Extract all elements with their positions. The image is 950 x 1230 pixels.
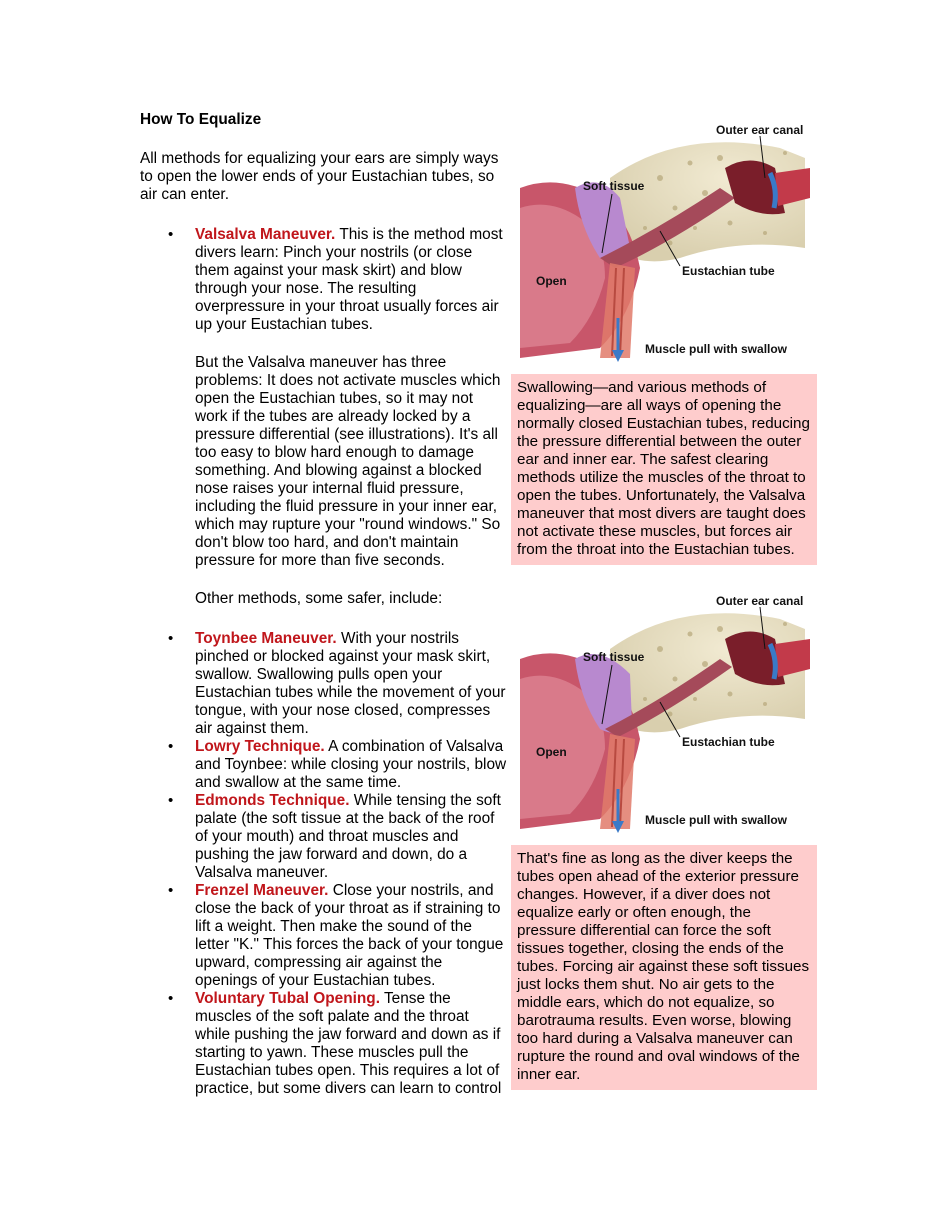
label-soft-tissue: Soft tissue xyxy=(583,650,645,664)
label-outer-ear-canal: Outer ear canal xyxy=(716,123,804,137)
desc-edmonds: While tensing the soft palate (the soft tissue at the back of the roof of your mouth) and throat muscles and pushing the jaw forward and down, do a Valsalva maneuver. xyxy=(195,792,501,881)
label-soft-tissue: Soft tissue xyxy=(583,179,645,193)
intro-paragraph: All methods for equalizing your ears are simply ways to open the lower ends of your Eustachian tubes, so air can enter. xyxy=(140,150,499,203)
list-item-edmonds xyxy=(140,792,508,882)
term-valsalva: Valsalva Maneuver. xyxy=(195,226,336,243)
page-title: How To Equalize xyxy=(140,111,262,128)
article-column xyxy=(140,111,508,1098)
label-outer-ear-canal: Outer ear canal xyxy=(716,594,804,608)
list-item-frenzel xyxy=(140,882,508,990)
caption-1: Swallowing—and various methods of equalizing—are all ways of opening the normally closed Eustachian tubes, reducing the pressure differential between the outer ear and inner ear. The safest clearing methods utilize the muscles of the throat to open the tubes. Unfortunately, the Valsalva maneuver that most divers are taught does not activate these muscles, but forces air from the throat into the Eustachian tubes. xyxy=(511,374,817,565)
ear-illustration-2 xyxy=(520,589,810,837)
term-edmonds: Edmonds Technique. xyxy=(195,792,350,809)
label-eustachian-tube: Eustachian tube xyxy=(682,264,775,278)
list-item-voluntary-tubal-opening xyxy=(140,990,508,1098)
term-lowry: Lowry Technique. xyxy=(195,738,325,755)
label-open: Open xyxy=(536,745,567,759)
list-item-valsalva xyxy=(140,226,508,608)
desc-toynbee: With your nostrils pinched or blocked against your mask skirt, swallow. Swallowing pulls open your Eustachian tubes while the movement of your tongue, with your nose closed, compresses air against them. xyxy=(195,630,506,737)
list-item-toynbee xyxy=(140,630,508,738)
label-open: Open xyxy=(536,274,567,288)
term-toynbee: Toynbee Maneuver. xyxy=(195,630,337,647)
term-voluntary-tubal-opening: Voluntary Tubal Opening. xyxy=(195,990,380,1007)
desc-voluntary-tubal-opening: Tense the muscles of the soft palate and the throat while pushing the jaw forward and down as if starting to yawn. These muscles pull the Eustachian tubes open. This requires a lot of practice, but some divers can learn to control xyxy=(195,990,502,1097)
desc-valsalva: This is the method most divers learn: Pinch your nostrils (or close them against your mask skirt) and blow through your nose. The resulting overpressure in your throat usually forces air up your Eustachian tubes. xyxy=(195,226,503,333)
other-methods-paragraph: Other methods, some safer, include: xyxy=(195,590,443,607)
label-muscle-pull: Muscle pull with swallow xyxy=(645,813,788,827)
ear-illustration-1 xyxy=(520,118,810,366)
caption-2: That's fine as long as the diver keeps the tubes open ahead of the exterior pressure changes. However, if a diver does not equalize early or often enough, the pressure differential can force the soft tissues together, closing the ends of the tubes. Forcing air against these soft tissues just locks them shut. No air gets to the middle ears, which do not equalize, so barotrauma results. Even worse, blowing too hard during a Valsalva maneuver can rupture the round and oval windows of the inner ear. xyxy=(511,845,817,1090)
term-frenzel: Frenzel Maneuver. xyxy=(195,882,329,899)
label-muscle-pull: Muscle pull with swallow xyxy=(645,342,788,356)
valsalva-problems-paragraph: But the Valsalva maneuver has three problems: It does not activate muscles which open the Eustachian tubes, so it may not work if the tubes are already locked by a pressure differential (see illustrations). It's all too easy to blow hard enough to damage something. And blowing against a blocked nose raises your internal fluid pressure, including the fluid pressure in your inner ear, which may rupture your "round windows." So don't blow too hard, and don't maintain pressure for more than five seconds. xyxy=(195,354,501,569)
list-item-lowry xyxy=(140,738,508,792)
label-eustachian-tube: Eustachian tube xyxy=(682,735,775,749)
desc-lowry: A combination of Valsalva and Toynbee: while closing your nostrils, blow and swallow at the same time. xyxy=(195,738,507,791)
desc-frenzel: Close your nostrils, and close the back of your throat as if straining to lift a weight. Then make the sound of the letter "K." This forces the back of your tongue upward, compressing air against the openings of your Eustachian tubes. xyxy=(195,882,504,989)
method-list xyxy=(140,226,508,1098)
